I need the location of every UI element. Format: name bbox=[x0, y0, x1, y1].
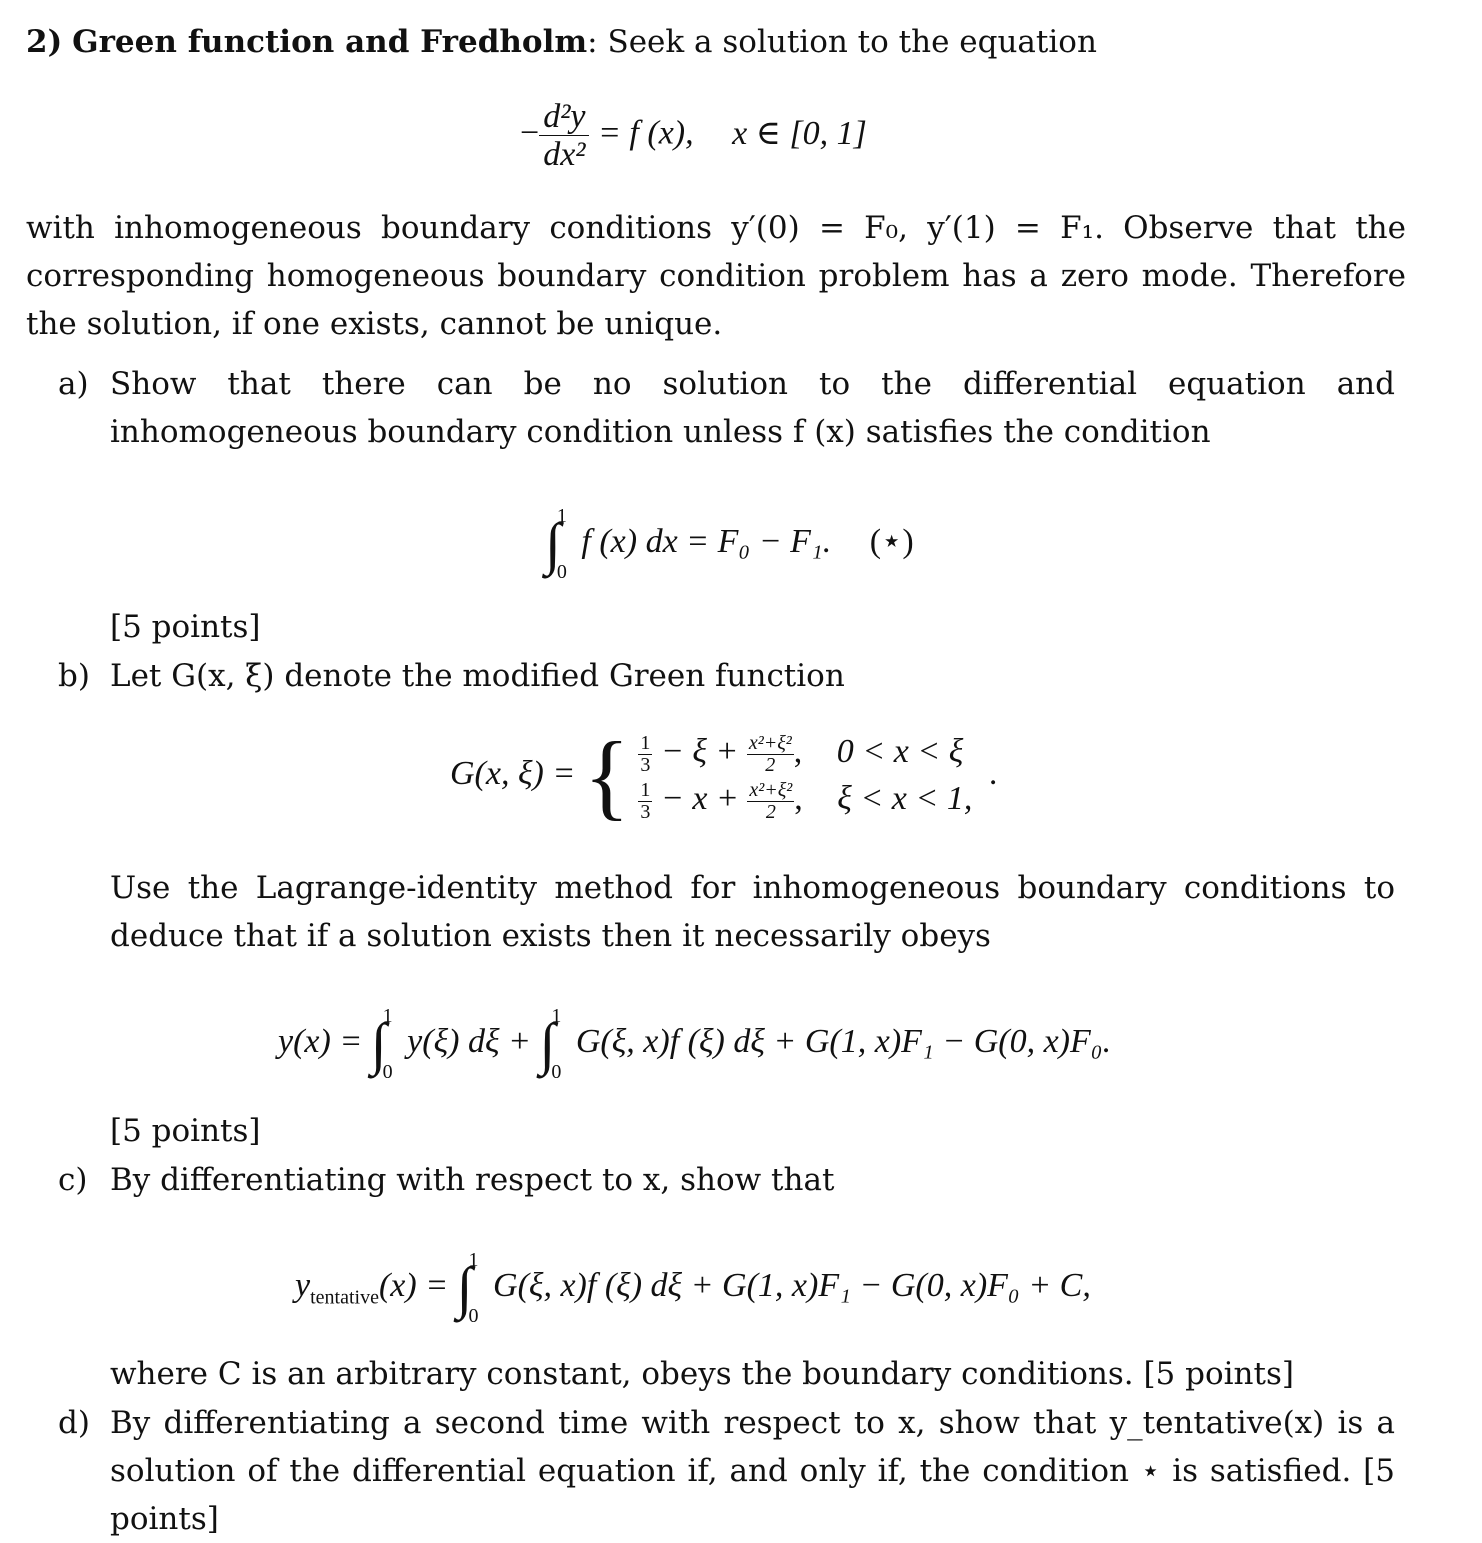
green-function-lhs: G(x, ξ) = bbox=[450, 754, 576, 792]
condition-tag: (⋆) bbox=[869, 522, 914, 560]
condition-body: f (x) dx = F₀ − F₁. bbox=[581, 522, 832, 560]
integral-sign: ∫ bbox=[545, 511, 561, 576]
problem-intro: : Seek a solution to the equation bbox=[587, 24, 1097, 60]
case-2: $\frac{1}{3}$ − x + $\frac{\text{x²+ξ²}}{2}$ , ξ < x < 1, bbox=[640, 778, 973, 823]
part-c-text: By differentiating with respect to x, show that bbox=[110, 1162, 835, 1198]
integral-limits: 1 0 bbox=[556, 505, 567, 583]
problem-number: 2) bbox=[26, 24, 63, 60]
condition-equation bbox=[545, 488, 914, 600]
intro-paragraph: with inhomogeneous boundary conditions y′(0) = F₀, y′(1) = F₁. Observe that the corresponding homogeneous boundary condition problem has a zero mode. Therefore the solution, if one exists, cannot be unique. bbox=[26, 210, 1406, 342]
cases bbox=[638, 729, 972, 822]
part-a-points: [5 points] bbox=[110, 609, 261, 645]
problem-title: Green function and Fredholm bbox=[72, 24, 588, 60]
part-b-text: Let G(x, ξ) denote the modified Green function bbox=[110, 658, 845, 694]
equation-rhs: = f (x), bbox=[597, 114, 694, 152]
part-b-method-text: Use the Lagrange-identity method for inhomogeneous boundary conditions to deduce that if a solution exists then it necessarily obeys bbox=[110, 870, 1395, 954]
part-a bbox=[58, 360, 1398, 460]
lagrange-result-equation: y(x) = ∫ 1 0 y(ξ) dξ + ∫ 1 0 G(ξ, x)f (ξ) dξ + G(1, x)F₁ − G(0, x)F₀. bbox=[278, 1005, 1112, 1083]
main-equation: − $\frac{\text{d²y}}{\text{dx²}}$ = f (x), x ∈ [0, 1] bbox=[520, 98, 867, 174]
part-b bbox=[58, 652, 1398, 702]
green-function-definition: G(x, ξ) = { $\frac{1}{3}$ − ξ + $\frac{\text{x²+ξ²}}{2}$ , 0 < x < ξ $\frac{1}{3}$ − x + $\frac{\text{x²+ξ²}}{2}$ , ξ < x < 1, . bbox=[450, 722, 998, 829]
part-d bbox=[58, 1399, 1398, 1537]
part-a-label: a) bbox=[58, 366, 89, 402]
equation-domain: x ∈ [0, 1] bbox=[732, 114, 867, 152]
part-a-text: Show that there can be no solution to the differential equation and inhomogeneous boundary condition unless f (x) satisfies the condition bbox=[110, 366, 1395, 450]
part-c bbox=[58, 1156, 1398, 1206]
part-c-conclusion: where C is an arbitrary constant, obeys the boundary conditions. [5 points] bbox=[110, 1356, 1294, 1392]
case-1: $\frac{1}{3}$ − ξ + $\frac{\text{x²+ξ²}}{2}$ , 0 < x < ξ bbox=[640, 732, 964, 776]
part-d-label: d) bbox=[58, 1405, 90, 1441]
problem-heading bbox=[26, 18, 1406, 66]
tentative-solution-equation: $y_{tentative}(x)$ = ∫ 1 0 G(ξ, x)f (ξ) dξ + G(1, x)F₁ − G(0, x)F₀ + C, bbox=[295, 1249, 1091, 1327]
part-d-text: By differentiating a second time with respect to x, show that y_tentative(x) is a solution of the differential equation if, and only if, the condition ⋆ is satisfied. [5 points] bbox=[110, 1405, 1395, 1537]
part-c-label: c) bbox=[58, 1162, 88, 1198]
second-derivative: $\frac{\text{d²y}}{\text{dx²}}$ bbox=[539, 98, 589, 174]
part-b-points: [5 points] bbox=[110, 1113, 261, 1149]
cases-brace: { bbox=[583, 722, 630, 829]
part-b-label: b) bbox=[58, 658, 90, 694]
